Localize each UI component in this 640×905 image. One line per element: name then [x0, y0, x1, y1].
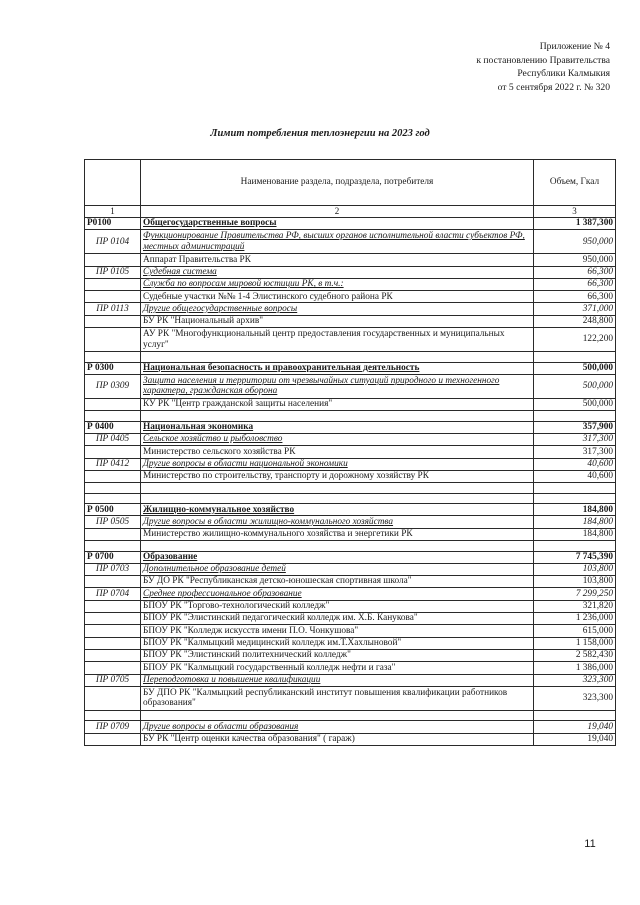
table-row: [85, 254, 616, 266]
table-row: [85, 315, 616, 327]
row-name: [141, 541, 534, 552]
row-code: Р 0500: [85, 504, 141, 516]
row-volume: 1 387,300: [534, 218, 616, 230]
table-blank-row: [85, 493, 616, 504]
row-name: Служба по вопросам мировой юстиции РК, в т.ч.:: [141, 278, 534, 290]
table-row: [85, 733, 616, 745]
table-row: [85, 433, 616, 445]
table-row: [85, 303, 616, 315]
row-name: Переподготовка и повышение квалификации: [141, 674, 534, 686]
table-row: [85, 625, 616, 637]
row-name: Национальная экономика: [141, 421, 534, 433]
table-row: [85, 470, 616, 482]
row-code: [85, 328, 141, 352]
row-code: Р 0400: [85, 421, 141, 433]
row-volume: 184,800: [534, 528, 616, 540]
table-row: [85, 613, 616, 625]
table-row: [85, 637, 616, 649]
table-blank-row: [85, 483, 616, 494]
row-name: Функционирование Правительства РФ, высших органов исполнительной власти субъектов РФ, местных администраций: [141, 230, 534, 254]
row-code: ПР 0412: [85, 458, 141, 470]
row-name: БУ ДПО РК "Калмыцкий республиканский институт повышения квалификации работников образования": [141, 686, 534, 710]
row-code: Р 0300: [85, 362, 141, 374]
row-code: [85, 625, 141, 637]
row-volume: 357,900: [534, 421, 616, 433]
row-code: [85, 291, 141, 303]
row-volume: 323,300: [534, 674, 616, 686]
row-volume: 323,300: [534, 686, 616, 710]
row-name: Сельское хозяйство и рыболовство: [141, 433, 534, 445]
row-name: КУ РК "Центр гражданской защиты населения": [141, 398, 534, 410]
row-volume: [534, 411, 616, 422]
row-name: Другие вопросы в области образования: [141, 721, 534, 733]
row-name: Дополнительное образование детей: [141, 563, 534, 575]
row-name: БПОУ РК "Элистинский педагогический колледж им. Х.Б. Канукова": [141, 613, 534, 625]
table-row: [85, 649, 616, 661]
row-code: [85, 493, 141, 504]
table-row: [85, 662, 616, 674]
row-name: Министерство по строительству, транспорту и дорожному хозяйству РК: [141, 470, 534, 482]
table-blank-row: [85, 352, 616, 363]
row-code: [85, 254, 141, 266]
row-volume: 66,300: [534, 266, 616, 278]
row-code: ПР 0105: [85, 266, 141, 278]
row-volume: [534, 710, 616, 721]
row-name: БУ РК "Национальный архив": [141, 315, 534, 327]
row-code: ПР 0704: [85, 588, 141, 600]
row-volume: 184,800: [534, 504, 616, 516]
row-name: БПОУ РК "Калмыцкий государственный колледж нефти и газа": [141, 662, 534, 674]
column-number-row: [85, 206, 616, 218]
row-code: [85, 733, 141, 745]
row-code: ПР 0309: [85, 374, 141, 398]
table-row: [85, 516, 616, 528]
row-volume: 19,040: [534, 733, 616, 745]
table-blank-row: [85, 541, 616, 552]
row-code: [85, 710, 141, 721]
row-code: Р 0700: [85, 551, 141, 563]
row-code: [85, 470, 141, 482]
table-row: [85, 600, 616, 612]
row-name: Защита населения и территории от чрезвычайных ситуаций природного и техногенного характера, гражданская оборона: [141, 374, 534, 398]
header-name: Наименование раздела, подраздела, потребителя: [141, 160, 534, 206]
row-volume: 321,820: [534, 600, 616, 612]
table-header-row: [85, 160, 616, 206]
table-row: [85, 686, 616, 710]
row-name: БПОУ РК "Торгово-технологический колледж": [141, 600, 534, 612]
table-blank-row: [85, 710, 616, 721]
row-name: Судебная система: [141, 266, 534, 278]
row-volume: 500,000: [534, 374, 616, 398]
row-code: [85, 600, 141, 612]
row-name: Другие вопросы в области национальной экономики: [141, 458, 534, 470]
appendix-note: [350, 40, 610, 94]
row-volume: 1 158,000: [534, 637, 616, 649]
row-name: Жилищно-коммунальное хозяйство: [141, 504, 534, 516]
table-row: [85, 458, 616, 470]
column-number: 2: [141, 206, 534, 218]
row-code: Р0100: [85, 218, 141, 230]
table-row: [85, 230, 616, 254]
table-row: [85, 563, 616, 575]
row-volume: 7 299,250: [534, 588, 616, 600]
row-code: [85, 411, 141, 422]
row-name: БУ ДО РК "Республиканская детско-юношеская спортивная школа": [141, 576, 534, 588]
header-volume: Объем, Гкал: [534, 160, 616, 206]
row-volume: 950,000: [534, 254, 616, 266]
table-row: [85, 528, 616, 540]
row-volume: 19,040: [534, 721, 616, 733]
page-number: 11: [584, 838, 596, 850]
table-section-row: [85, 362, 616, 374]
row-name: Министерство сельского хозяйства РК: [141, 446, 534, 458]
row-code: [85, 662, 141, 674]
row-name: [141, 710, 534, 721]
appendix-line: Приложение № 4: [539, 41, 610, 52]
row-code: [85, 613, 141, 625]
row-volume: 66,300: [534, 291, 616, 303]
row-code: ПР 0104: [85, 230, 141, 254]
row-code: [85, 278, 141, 290]
table-row: [85, 674, 616, 686]
row-name: Аппарат Правительства РК: [141, 254, 534, 266]
row-volume: [534, 541, 616, 552]
row-volume: 2 582,430: [534, 649, 616, 661]
table-row: [85, 328, 616, 352]
row-name: Другие вопросы в области жилищно-коммунального хозяйства: [141, 516, 534, 528]
row-volume: 103,800: [534, 576, 616, 588]
row-name: БУ РК "Центр оценки качества образования" ( гараж): [141, 733, 534, 745]
header-code: [85, 160, 141, 206]
row-code: ПР 0405: [85, 433, 141, 445]
row-volume: 40,600: [534, 470, 616, 482]
row-code: [85, 541, 141, 552]
row-code: ПР 0113: [85, 303, 141, 315]
appendix-line: от 5 сентября 2022 г. № 320: [497, 81, 610, 93]
table-row: [85, 266, 616, 278]
row-volume: 615,000: [534, 625, 616, 637]
row-code: [85, 576, 141, 588]
row-name: [141, 493, 534, 504]
document-title: Лимит потребления теплоэнергии на 2023 год: [210, 128, 430, 139]
row-volume: 1 386,000: [534, 662, 616, 674]
heat-limit-table: [84, 159, 616, 746]
table-section-row: [85, 504, 616, 516]
row-code: ПР 0705: [85, 674, 141, 686]
table-row: [85, 576, 616, 588]
row-name: Другие общегосударственные вопросы: [141, 303, 534, 315]
row-code: ПР 0505: [85, 516, 141, 528]
row-volume: 7 745,390: [534, 551, 616, 563]
row-name: БПОУ РК "Элистинский политехнический колледж": [141, 649, 534, 661]
column-number: 1: [85, 206, 141, 218]
table-row: [85, 291, 616, 303]
row-name: Национальная безопасность и правоохранительная деятельность: [141, 362, 534, 374]
table-section-row: [85, 218, 616, 230]
table-row: [85, 446, 616, 458]
row-name: [141, 411, 534, 422]
column-number: 3: [534, 206, 616, 218]
table-row: [85, 278, 616, 290]
row-code: [85, 483, 141, 494]
row-volume: 500,000: [534, 398, 616, 410]
row-name: Судебные участки №№ 1-4 Элистинского судебного района РК: [141, 291, 534, 303]
table-section-row: [85, 551, 616, 563]
row-volume: [534, 483, 616, 494]
row-name: БПОУ РК "Колледж искусств имени П.О. Чонкушова": [141, 625, 534, 637]
row-volume: 122,200: [534, 328, 616, 352]
row-volume: 371,000: [534, 303, 616, 315]
row-code: [85, 528, 141, 540]
row-volume: 1 236,000: [534, 613, 616, 625]
table-blank-row: [85, 411, 616, 422]
row-name: АУ РК "Многофункциональный центр предоставления государственных и муниципальных услуг": [141, 328, 534, 352]
row-code: [85, 686, 141, 710]
row-code: [85, 446, 141, 458]
table-row: [85, 398, 616, 410]
table-row: [85, 374, 616, 398]
row-code: [85, 315, 141, 327]
appendix-line: Республики Калмыкия: [517, 68, 610, 79]
row-name: [141, 483, 534, 494]
row-code: [85, 352, 141, 363]
row-code: [85, 637, 141, 649]
row-code: [85, 649, 141, 661]
row-volume: 950,000: [534, 230, 616, 254]
row-volume: 103,800: [534, 563, 616, 575]
row-volume: [534, 352, 616, 363]
row-name: Общегосударственные вопросы: [141, 218, 534, 230]
row-code: [85, 398, 141, 410]
row-name: Среднее профессиональное образование: [141, 588, 534, 600]
row-name: Министерство жилищно-коммунального хозяйства и энергетики РК: [141, 528, 534, 540]
row-name: Образование: [141, 551, 534, 563]
table-section-row: [85, 421, 616, 433]
table-row: [85, 588, 616, 600]
row-volume: 66,300: [534, 278, 616, 290]
row-code: ПР 0703: [85, 563, 141, 575]
row-volume: 40,600: [534, 458, 616, 470]
row-code: ПР 0709: [85, 721, 141, 733]
row-volume: 184,800: [534, 516, 616, 528]
row-volume: 248,800: [534, 315, 616, 327]
row-name: БПОУ РК "Калмыцкий медицинский колледж им.Т.Хахлыновой": [141, 637, 534, 649]
row-volume: [534, 493, 616, 504]
row-volume: 317,300: [534, 433, 616, 445]
row-volume: 500,000: [534, 362, 616, 374]
row-volume: 317,300: [534, 446, 616, 458]
row-name: [141, 352, 534, 363]
appendix-line: к постановлению Правительства: [476, 54, 610, 66]
table-row: [85, 721, 616, 733]
